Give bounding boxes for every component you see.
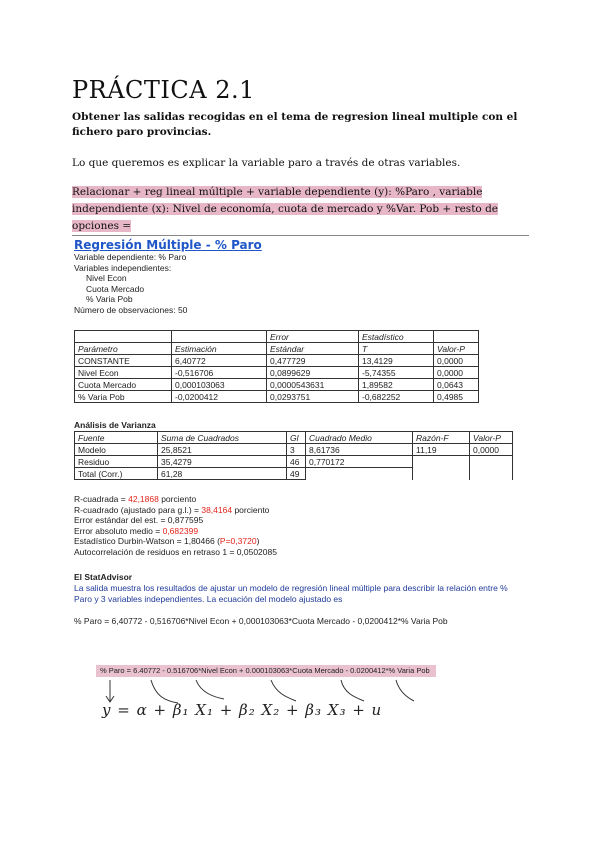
table-cell: 0,0000 <box>434 367 479 379</box>
table-cell: -0,516706 <box>172 367 267 379</box>
highlight-text: Relacionar + reg lineal múltiple + variable dependiente (y): %Paro , variable independiente (x): Nivel de economía, cuota de mercado y %Var. Pob + resto de opciones = <box>72 186 499 232</box>
table-cell: Residuo <box>75 456 158 468</box>
table-cell: 46 <box>287 456 306 468</box>
table-cell: Modelo <box>75 444 158 456</box>
table-cell: 0,0643 <box>434 379 479 391</box>
table-header-cell <box>75 331 172 343</box>
table-header-cell: Estimación <box>172 343 267 355</box>
intro-text: Obtener las salidas recogidas en el tema de regresion lineal multiple con el fichero paro provincias. <box>72 111 518 138</box>
table-row <box>75 355 479 367</box>
table-cell: 0,0000 <box>470 444 513 456</box>
table-cell: CONSTANTE <box>75 355 172 367</box>
table-header-cell: Estándar <box>267 343 359 355</box>
table-header-cell: Error <box>267 331 359 343</box>
anova-table <box>74 431 513 480</box>
table-cell: 25,8521 <box>158 444 287 456</box>
fitted-equation: % Paro = 6,40772 - 0,516706*Nivel Econ + 0,000103063*Cuota Mercado - 0,0200412*% Varia Pob <box>74 616 448 626</box>
table-row <box>75 468 513 480</box>
observations-count: Número de observaciones: 50 <box>74 304 188 315</box>
table-header-cell <box>434 331 479 343</box>
table-cell: 3 <box>287 444 306 456</box>
regression-info <box>74 252 187 315</box>
table-cell: 0,770172 <box>306 456 413 468</box>
table-header-row <box>75 343 479 355</box>
mae-value: 0,682399 <box>162 525 199 536</box>
arrow-line <box>271 680 296 701</box>
table-cell: 6,40772 <box>172 355 267 367</box>
table-header-cell: Suma de Cuadrados <box>158 432 287 444</box>
table-cell: -0,682252 <box>359 391 434 403</box>
durbin-watson-p: P=0,3720 <box>219 536 257 546</box>
statadvisor-title: El StatAdvisor <box>74 572 133 582</box>
r-squared-unit: porciento <box>158 494 197 504</box>
divider <box>72 235 529 236</box>
mean-absolute-error-line <box>74 526 277 537</box>
arrow-line <box>341 680 364 701</box>
table-cell <box>470 456 513 468</box>
table-cell: 0,477729 <box>267 355 359 367</box>
table-header-cell: Razón-F <box>413 432 470 444</box>
table-cell <box>413 456 470 468</box>
dependent-variable: Variable dependiente: % Paro <box>74 252 187 262</box>
table-cell: Total (Corr.) <box>75 468 158 480</box>
table-header-cell: Valor-P <box>470 432 513 444</box>
table-cell: 0,0000 <box>434 355 479 367</box>
durbin-watson-end: ) <box>256 536 260 546</box>
table-cell: 0,000103063 <box>172 379 267 391</box>
table-header-cell: Fuente <box>75 432 158 444</box>
table-cell: 0,4985 <box>434 391 479 403</box>
autocorrelation-line: Autocorrelación de residuos en retraso 1 = 0,0502085 <box>74 546 277 557</box>
table-row <box>75 444 513 456</box>
independent-label: Variables independientes: <box>74 262 172 273</box>
table-cell: 61,28 <box>158 468 287 480</box>
r-squared-adjusted-label: R-cuadrado (ajustado para g.l.) = <box>74 504 202 515</box>
r-squared-adjusted-unit: porciento <box>232 504 270 515</box>
table-row <box>75 456 513 468</box>
r-squared-adjusted-line <box>74 505 277 516</box>
handwritten-model: y = α + β₁ X₁ + β₂ X₂ + β₃ X₃ + u <box>102 701 383 719</box>
table-header-cell: Gl <box>287 432 306 444</box>
table-header-cell <box>172 331 267 343</box>
r-squared-value: 42,1868 <box>128 494 159 504</box>
table-cell: 49 <box>287 468 306 480</box>
table-cell: 35,4279 <box>158 456 287 468</box>
table-header-cell: Cuadrado Medio <box>306 432 413 444</box>
mae-label: Error absoluto medio = <box>74 525 163 536</box>
table-header-cell: T <box>359 343 434 355</box>
r-squared-line <box>74 494 277 505</box>
explain-text: Lo que queremos es explicar la variable paro a través de otras variables. <box>72 157 461 169</box>
table-group-header-row <box>75 331 479 343</box>
table-cell <box>413 468 470 480</box>
independent-variable: Nivel Econ <box>86 273 127 283</box>
independent-variable: Cuota Mercado <box>86 283 145 294</box>
standard-error-line: Error estándar del est. = 0,877595 <box>74 515 204 525</box>
durbin-watson-line <box>74 536 277 547</box>
table-cell <box>470 468 513 480</box>
highlighted-instructions <box>72 184 530 235</box>
coefficients-table <box>74 330 479 403</box>
statadvisor-text: La salida muestra los resultados de ajustar un modelo de regresión lineal múltiple para describir la relación entre % Paro y 3 variables independientes. La ecuación del modelo ajustado es <box>74 583 508 604</box>
arrow-line <box>396 680 414 701</box>
page-title: PRÁCTICA 2.1 <box>72 76 255 104</box>
anova-title: Análisis de Varianza <box>74 420 156 430</box>
table-header-cell: Parámetro <box>75 343 172 355</box>
table-cell: 1,89582 <box>359 379 434 391</box>
table-cell: % Varia Pob <box>75 391 172 403</box>
table-cell: 0,0899629 <box>267 367 359 379</box>
table-row <box>75 379 479 391</box>
table-cell: Nivel Econ <box>75 367 172 379</box>
table-cell <box>306 468 413 480</box>
durbin-watson-label: Estadístico Durbin-Watson = 1,80466 ( <box>74 536 220 546</box>
table-header-row <box>75 432 513 444</box>
table-cell: 8,61736 <box>306 444 413 456</box>
table-cell: 11,19 <box>413 444 470 456</box>
arrow-line <box>151 680 178 703</box>
r-squared-label: R-cuadrada = <box>74 494 129 504</box>
annotated-equation-image <box>96 665 482 727</box>
arrow-line <box>196 680 224 699</box>
table-cell: -0,0200412 <box>172 391 267 403</box>
table-cell: Cuota Mercado <box>75 379 172 391</box>
regression-title: Regresión Múltiple - % Paro <box>74 238 262 252</box>
table-row <box>75 367 479 379</box>
regression-statistics <box>74 494 277 557</box>
table-row <box>75 391 479 403</box>
table-header-cell: Estadístico <box>359 331 434 343</box>
table-cell: -5,74355 <box>359 367 434 379</box>
table-cell: 13,4129 <box>359 355 434 367</box>
table-header-cell: Valor-P <box>434 343 479 355</box>
table-cell: 0,0000543631 <box>267 379 359 391</box>
highlighted-equation-text: % Paro = 6.40772 - 0.516706*Nivel Econ + 0.000103063*Cuota Mercado - 0.0200412*% Varia Pob <box>100 666 430 675</box>
r-squared-adjusted-value: 38,4164 <box>201 504 233 515</box>
table-cell: 0,0293751 <box>267 391 359 403</box>
independent-variable: % Varia Pob <box>86 294 133 304</box>
